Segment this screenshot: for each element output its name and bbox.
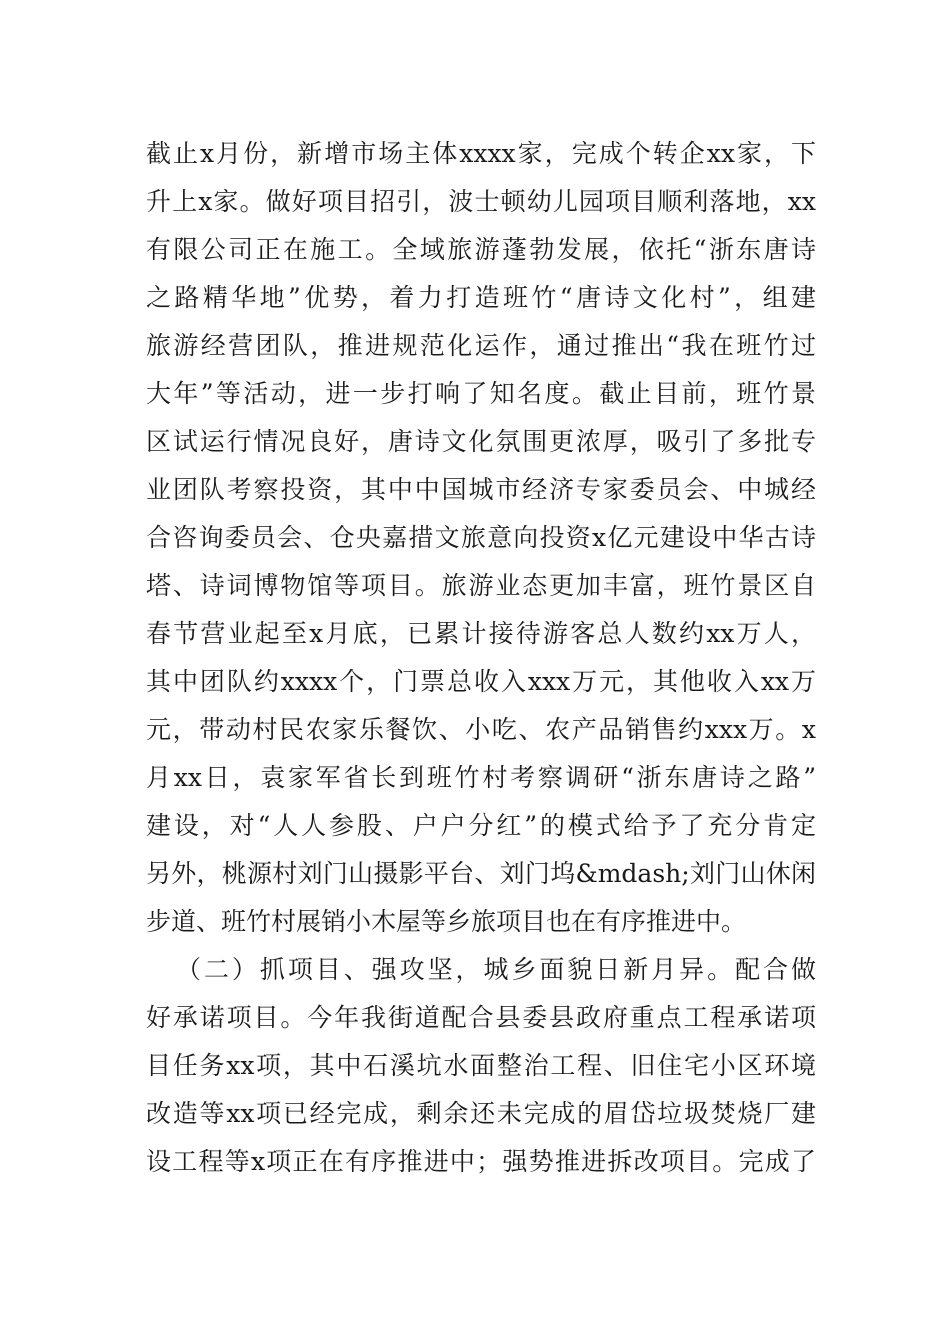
text-line: 春节营业起至x月底，已累计接待游客总人数约xx万人， — [146, 619, 816, 648]
text-line: 大年”等活动，进一步打响了知名度。截止目前，班竹景 — [146, 379, 816, 408]
body-text — [146, 130, 816, 1186]
text-line: 另外，桃源村刘门山摄影平台、刘门坞&mdash;刘门山休闲 — [146, 859, 816, 888]
text-line: 塔、诗词博物馆等项目。旅游业态更加丰富，班竹景区自 — [146, 571, 816, 600]
text-line: 设工程等x项正在有序推进中；强势推进拆改项目。完成了 — [146, 1147, 816, 1176]
text-line: 目任务xx项，其中石溪坑水面整治工程、旧住宅小区环境 — [146, 1051, 816, 1080]
text-line: 改造等xx项已经完成，剩余还未完成的眉岱垃圾焚烧厂建 — [146, 1099, 816, 1128]
text-line: 区试运行情况良好，唐诗文化氛围更浓厚，吸引了多批专 — [146, 427, 816, 456]
section-heading-line: （二）抓项目、强攻坚，城乡面貌日新月异。配合做 — [176, 955, 816, 984]
text-line: 好承诺项目。今年我街道配合县委县政府重点工程承诺项 — [146, 1003, 816, 1032]
text-line: 升上x家。做好项目招引，波士顿幼儿园项目顺利落地，xx — [146, 187, 816, 216]
text-line: 建设，对“人人参股、户户分红”的模式给予了充分肯定 — [146, 811, 816, 840]
text-line: 旅游经营团队，推进规范化运作，通过推出“我在班竹过 — [146, 331, 816, 360]
text-line: 有限公司正在施工。全域旅游蓬勃发展，依托“浙东唐诗 — [146, 235, 816, 264]
text-line: 业团队考察投资，其中中国城市经济专家委员会、中城经 — [146, 475, 816, 504]
text-line: 合咨询委员会、仓央嘉措文旅意向投资x亿元建设中华古诗 — [146, 523, 816, 552]
text-line: 其中团队约xxxx个，门票总收入xxx万元，其他收入xx万 — [146, 667, 816, 696]
text-line: 步道、班竹村展销小木屋等乡旅项目也在有序推进中。 — [146, 907, 747, 936]
text-line: 之路精华地”优势，着力打造班竹“唐诗文化村”，组建 — [146, 283, 816, 312]
text-line: 截止x月份，新增市场主体xxxx家，完成个转企xx家，下 — [146, 139, 816, 168]
text-line: 元，带动村民农家乐餐饮、小吃、农产品销售约xxx万。x — [146, 715, 816, 744]
text-line: 月xx日，袁家军省长到班竹村考察调研“浙东唐诗之路” — [146, 763, 816, 792]
